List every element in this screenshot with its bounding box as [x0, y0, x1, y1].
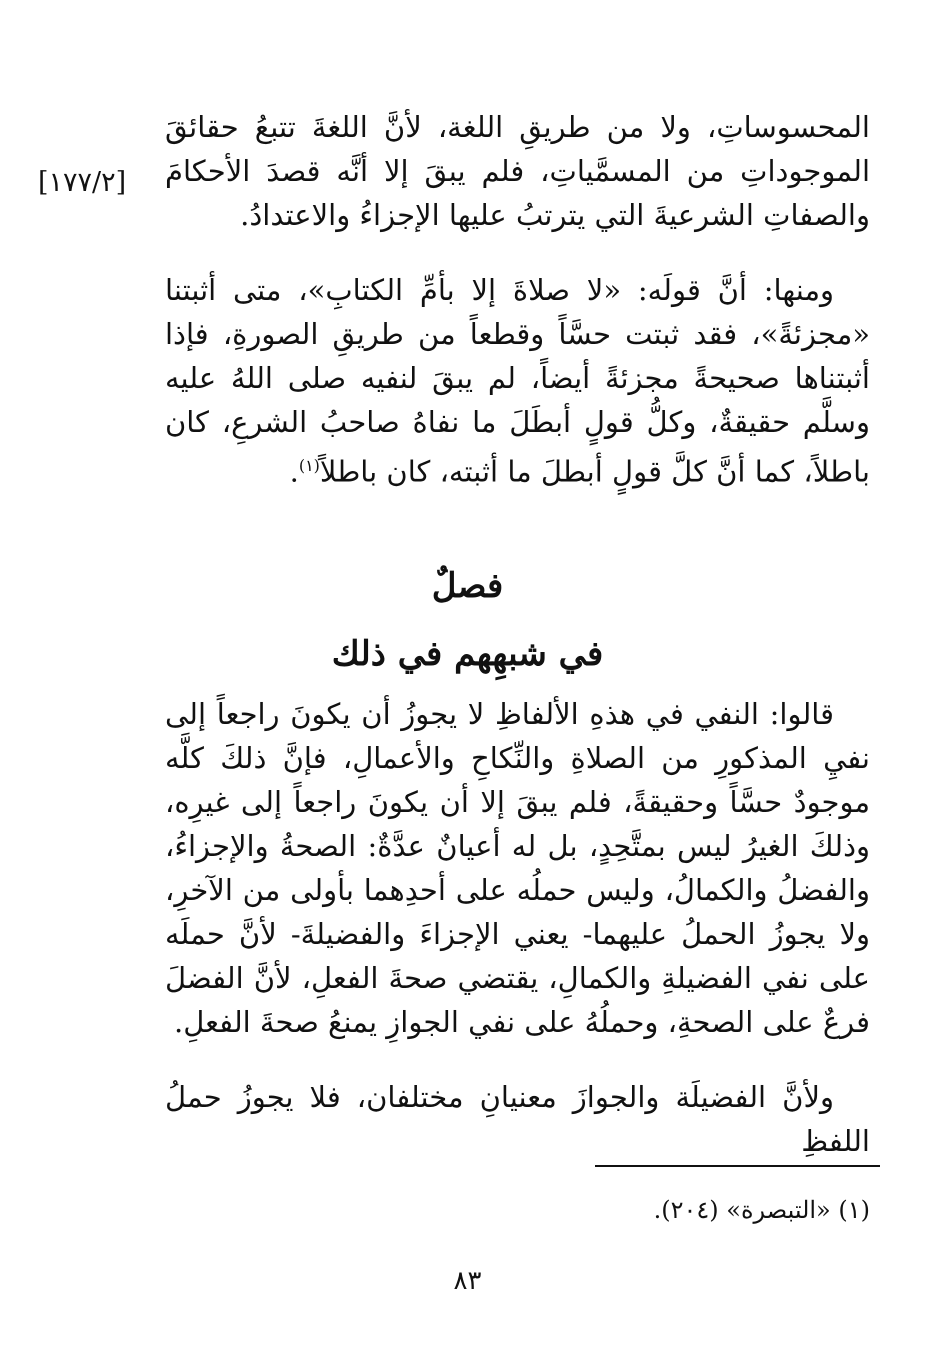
paragraph-2-end: . [289, 454, 299, 489]
paragraph-3: قالوا: النفي في هذهِ الألفاظِ لا يجوزُ أن يكونَ راجعاً إلى نفيِ المذكورِ من الصلاةِ والنِّكاحِ والأعمالِ، فإنَّ ذلكَ كلَّه موجودٌ حسَّاً وحقيقةً، فلم يبقَ إلا أن يكونَ راجعاً إلى غيرِه، وذلكَ الغيرُ ليس بمتَّحِدٍ، بل له أعيانٌ عدَّةٌ: الصحةُ والإجزاءُ، والفضلُ والكمالُ، وليس حملُه على أحدِهما بأولى من الآخرِ، ولا يجوزُ الحملُ عليهما- يعني الإجزاءَ والفضيلةَ- لأنَّ حملَه على نفي الفضيلةِ والكمالِ، يقتضي صحةَ الفعلِ، لأنَّ الفضلَ فرعٌ على الصحةِ، وحملُهُ على نفي الجوازِ يمنعُ صحةَ الفعلِ. [165, 697, 870, 1039]
margin-reference: [١٧٧/٢] [38, 167, 127, 198]
footnote-marker: (١) [298, 456, 320, 475]
section-heading: فصلٌ [431, 566, 504, 606]
paragraph-4: ولأنَّ الفضيلَة والجوازَ معنيانِ مختلفان، فلا يجوزُ حملُ اللفظِ [165, 1080, 870, 1158]
footnote: (١) «التبصرة» (٢٠٤). [653, 1196, 870, 1224]
paragraph-2 [165, 268, 870, 494]
paragraph-2-text: ومنها: أنَّ قولَه: «لا صلاةَ إلا بأمِّ الكتابِ»، متى أثبتنا «مجزئةً»، فقد ثبتت حسَّاً وقطعاً من طريقِ الصورةِ، فإذا أثبتناها صحيحةً مجزئةً أيضاً، لم يبقَ لنفيه صلى اللهُ عليه وسلَّم حقيقةٌ، وكلُّ قولٍ أبطَلَ ما نفاهُ صاحبُ الشرعِ، كان باطلاً، كما أنَّ كلَّ قولٍ أبطلَ ما أثبته، كان باطلاً [165, 273, 870, 489]
footnote-divider [595, 1165, 880, 1167]
section-subtitle: في شبهِهم في ذلك [331, 634, 604, 674]
paragraph-1: المحسوساتِ، ولا من طريقِ اللغة، لأنَّ اللغةَ تتبعُ حقائقَ الموجوداتِ من المسمَّياتِ، فلم يبقَ إلا أنَّه قصدَ الأحكامَ والصفاتِ الشرعيةَ التي يترتبُ عليها الإجزاءُ والاعتدادُ. [165, 110, 870, 232]
page-number: ٨٣ [453, 1266, 482, 1296]
